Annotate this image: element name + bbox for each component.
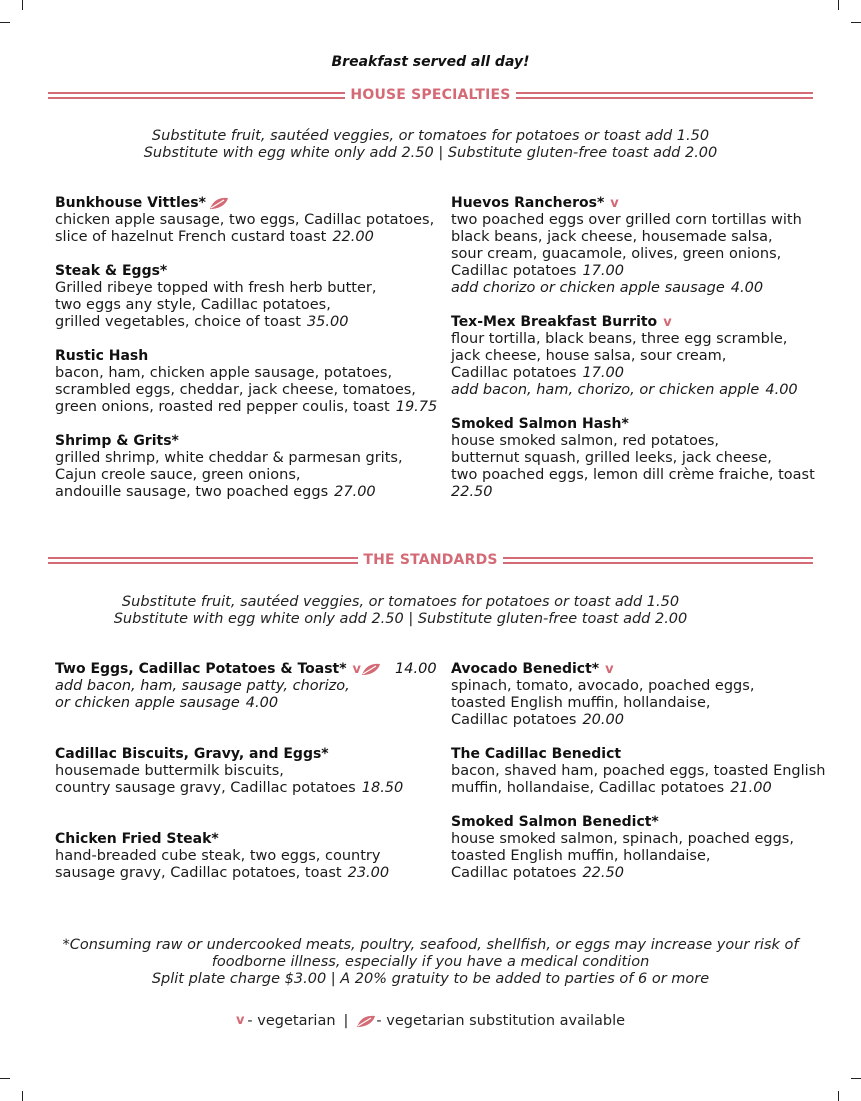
item-description: house smoked salmon, red potatoes, bbox=[451, 433, 720, 449]
menu-item bbox=[55, 661, 435, 712]
menu-item bbox=[451, 195, 831, 297]
item-price: 22.50 bbox=[451, 484, 493, 500]
item-description: green onions, roasted red pepper coulis, toast 19.75 bbox=[55, 399, 438, 415]
item-description: hand-breaded cube steak, two eggs, country bbox=[55, 848, 381, 864]
standards-substitution-notes bbox=[30, 594, 771, 628]
crop-mark bbox=[838, 0, 839, 10]
house-specialties-header bbox=[48, 86, 813, 104]
disclaimer-line: foodborne illness, especially if you have a medical condition bbox=[211, 954, 650, 970]
disclaimer-line: *Consuming raw or undercooked meats, poultry, seafood, shellfish, or eggs may increase your risk of bbox=[62, 937, 799, 953]
item-name: Cadillac Biscuits, Gravy, and Eggs* bbox=[55, 746, 329, 762]
menu-item bbox=[451, 416, 831, 501]
item-price: 35.00 bbox=[306, 314, 349, 330]
section-title: HOUSE SPECIALTIES bbox=[350, 87, 511, 103]
divider bbox=[503, 557, 813, 564]
item-description: scrambled eggs, cheddar, jack cheese, tomatoes, bbox=[55, 382, 416, 398]
menu-item bbox=[55, 263, 435, 331]
menu-item bbox=[55, 348, 438, 416]
crop-mark bbox=[0, 1078, 10, 1079]
divider bbox=[48, 92, 345, 99]
leaf-icon bbox=[361, 663, 381, 676]
menu-item bbox=[55, 195, 435, 246]
item-price: 22.50 bbox=[582, 865, 624, 881]
house-substitution-notes bbox=[60, 128, 801, 162]
item-addon: add chorizo or chicken apple sausage 4.00 bbox=[451, 280, 764, 296]
item-name: Shrimp & Grits* bbox=[55, 433, 179, 449]
item-description: country sausage gravy, Cadillac potatoes 18.50 bbox=[55, 780, 404, 796]
item-price: 22.00 bbox=[332, 229, 374, 245]
divider bbox=[48, 557, 358, 564]
item-description: Grilled ribeye topped with fresh herb butter, bbox=[55, 280, 377, 296]
item-description: two eggs any style, Cadillac potatoes, bbox=[55, 297, 331, 313]
item-description: Cajun creole sauce, green onions, bbox=[55, 467, 301, 483]
item-name: Rustic Hash bbox=[55, 348, 149, 364]
vegetarian-icon: v bbox=[663, 315, 672, 330]
menu-item bbox=[55, 746, 435, 797]
vegetarian-icon: v bbox=[605, 662, 614, 677]
item-description: jack cheese, house salsa, sour cream, bbox=[451, 348, 727, 364]
allergy-disclaimer bbox=[60, 937, 801, 988]
item-description: house smoked salmon, spinach, poached eggs, bbox=[451, 831, 794, 847]
substitution-line: Substitute fruit, sautéed veggies, or tomatoes for potatoes or toast add 1.50 bbox=[121, 594, 680, 610]
crop-mark bbox=[22, 1091, 23, 1101]
item-description: bacon, shaved ham, poached eggs, toasted English bbox=[451, 763, 826, 779]
item-addon: add bacon, ham, chorizo, or chicken apple 4.00 bbox=[451, 382, 798, 398]
item-description: andouille sausage, two poached eggs 27.00 bbox=[55, 484, 376, 500]
item-description: black beans, jack cheese, housemade salsa, bbox=[451, 229, 773, 245]
item-description: Cadillac potatoes 17.00 bbox=[451, 263, 624, 279]
crop-mark bbox=[838, 1091, 839, 1101]
item-name: Bunkhouse Vittles* bbox=[55, 195, 435, 212]
menu-item bbox=[55, 831, 435, 882]
divider bbox=[516, 92, 813, 99]
tagline: Breakfast served all day! bbox=[331, 54, 530, 70]
leaf-icon bbox=[209, 197, 229, 210]
item-price: 20.00 bbox=[582, 712, 624, 728]
item-price: 14.00 bbox=[395, 661, 437, 677]
item-description: grilled vegetables, choice of toast 35.00 bbox=[55, 314, 349, 330]
substitution-line: Substitute with egg white only add 2.50 | Substitute gluten-free toast add 2.00 bbox=[113, 611, 688, 627]
crop-mark bbox=[0, 22, 10, 23]
legend-substitution-label: - vegetarian substitution available bbox=[376, 1013, 626, 1029]
item-description: slice of hazelnut French custard toast 22.00 bbox=[55, 229, 374, 245]
substitution-line: Substitute with egg white only add 2.50 | Substitute gluten-free toast add 2.00 bbox=[143, 145, 718, 161]
menu-item bbox=[451, 661, 831, 729]
item-name: The Cadillac Benedict bbox=[451, 746, 622, 762]
addon-price: 4.00 bbox=[245, 695, 279, 711]
item-description: butternut squash, grilled leeks, jack cheese, bbox=[451, 450, 772, 466]
item-description: spinach, tomato, avocado, poached eggs, bbox=[451, 678, 755, 694]
vegetarian-icon: v bbox=[352, 662, 362, 677]
item-name: Two Eggs, Cadillac Potatoes & Toast* v 14.00 bbox=[55, 661, 437, 677]
menu-item bbox=[451, 746, 831, 797]
disclaimer-line: Split plate charge $3.00 | A 20% gratuity to be added to parties of 6 or more bbox=[151, 971, 710, 987]
item-name: Smoked Salmon Hash* bbox=[451, 416, 629, 432]
item-description: Cadillac potatoes 22.50 bbox=[451, 865, 624, 881]
addon-price: 4.00 bbox=[730, 280, 764, 296]
item-price: 17.00 bbox=[582, 365, 624, 381]
item-description: Cadillac potatoes 20.00 bbox=[451, 712, 624, 728]
section-title: THE STANDARDS bbox=[363, 552, 498, 568]
item-name: Steak & Eggs* bbox=[55, 263, 168, 279]
item-price: 27.00 bbox=[334, 484, 376, 500]
item-addon: add bacon, ham, sausage patty, chorizo, bbox=[55, 678, 350, 694]
item-price: 23.00 bbox=[347, 865, 390, 881]
legend-separator: | bbox=[343, 1013, 349, 1029]
menu-item bbox=[55, 433, 435, 501]
legend bbox=[0, 1012, 861, 1030]
item-price: 18.50 bbox=[361, 780, 404, 796]
item-description: muffin, hollandaise, Cadillac potatoes 21.00 bbox=[451, 780, 772, 796]
crop-mark bbox=[22, 0, 23, 10]
crop-mark bbox=[851, 1078, 861, 1079]
item-name: Chicken Fried Steak* bbox=[55, 831, 219, 847]
item-description: two poached eggs over grilled corn tortillas with bbox=[451, 212, 802, 228]
legend-vegetarian-label: - vegetarian bbox=[247, 1013, 336, 1029]
item-description: two poached eggs, lemon dill crème fraiche, toast bbox=[451, 467, 815, 483]
item-name: Tex-Mex Breakfast Burrito v bbox=[451, 314, 672, 330]
leaf-icon bbox=[356, 1015, 376, 1028]
item-price: 19.75 bbox=[395, 399, 438, 415]
menu-item bbox=[451, 814, 831, 882]
substitution-line: Substitute fruit, sautéed veggies, or tomatoes for potatoes or toast add 1.50 bbox=[151, 128, 710, 144]
vegetarian-icon: v bbox=[235, 1013, 245, 1028]
item-description: housemade buttermilk biscuits, bbox=[55, 763, 284, 779]
item-description: sour cream, guacamole, olives, green onions, bbox=[451, 246, 782, 262]
item-name: Huevos Rancheros* v bbox=[451, 195, 619, 211]
standards-header bbox=[48, 551, 813, 569]
item-description: flour tortilla, black beans, three egg scramble, bbox=[451, 331, 788, 347]
item-description: chicken apple sausage, two eggs, Cadillac potatoes, bbox=[55, 212, 435, 228]
menu-item bbox=[451, 314, 831, 399]
item-price: 17.00 bbox=[582, 263, 624, 279]
vegetarian-icon: v bbox=[610, 196, 619, 211]
item-description: sausage gravy, Cadillac potatoes, toast 23.00 bbox=[55, 865, 390, 881]
addon-price: 4.00 bbox=[765, 382, 798, 398]
item-description: Cadillac potatoes 17.00 bbox=[451, 365, 624, 381]
crop-mark bbox=[851, 22, 861, 23]
item-description: grilled shrimp, white cheddar & parmesan grits, bbox=[55, 450, 403, 466]
item-addon: or chicken apple sausage 4.00 bbox=[55, 695, 279, 711]
item-description: toasted English muffin, hollandaise, bbox=[451, 695, 711, 711]
item-description: bacon, ham, chicken apple sausage, potatoes, bbox=[55, 365, 393, 381]
item-name: Avocado Benedict* v bbox=[451, 661, 614, 677]
item-description: toasted English muffin, hollandaise, bbox=[451, 848, 711, 864]
item-name: Smoked Salmon Benedict* bbox=[451, 814, 659, 830]
item-price: 21.00 bbox=[730, 780, 772, 796]
